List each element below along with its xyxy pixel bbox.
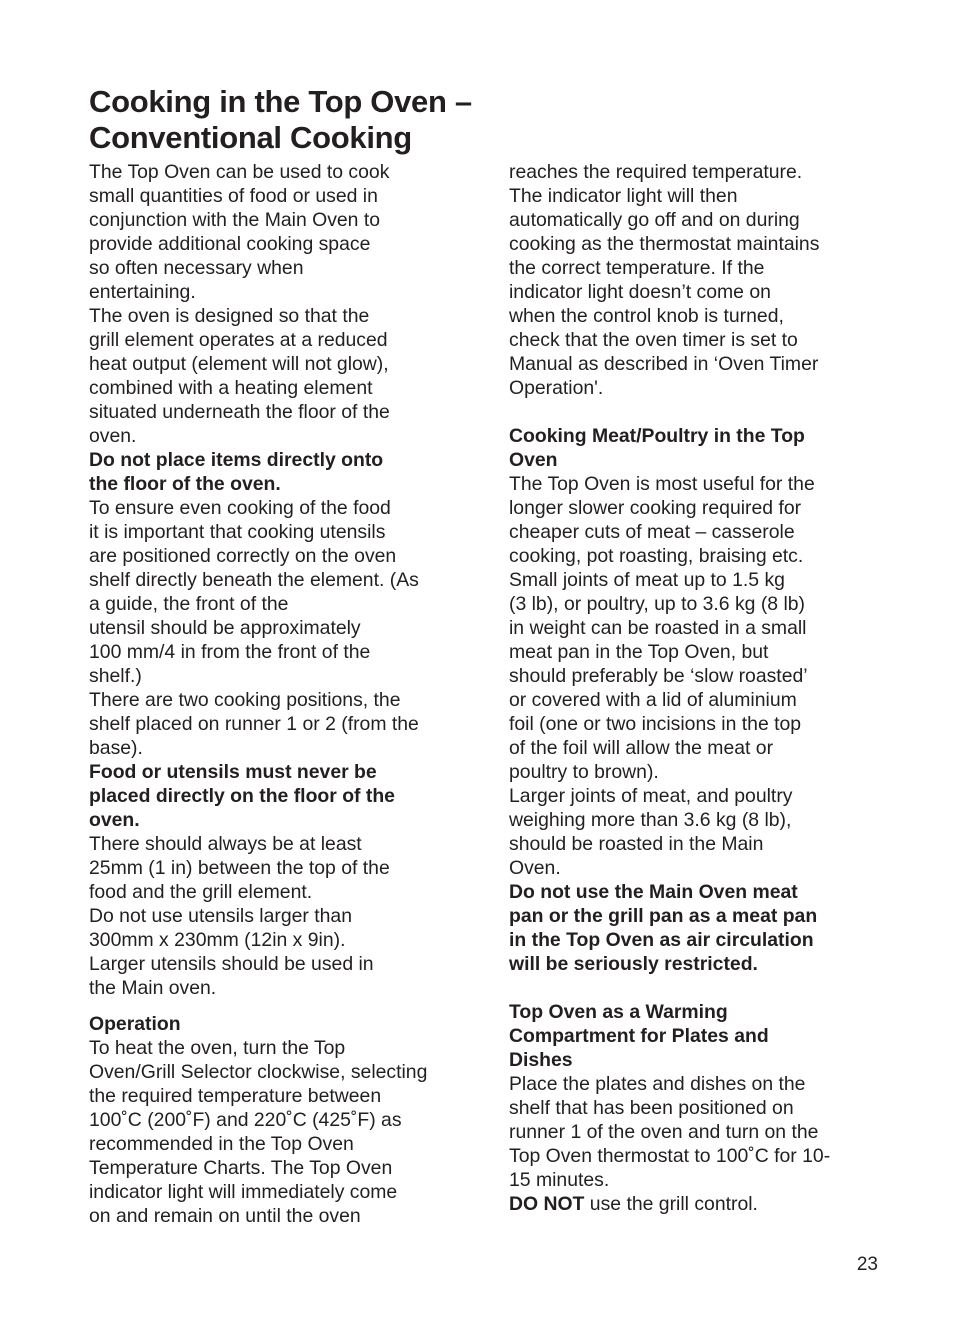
right-column [509,160,859,1216]
floor-warning: Do not place items directly onto the floor of the oven. [89,449,384,495]
cooking-positions-paragraph: There are two cooking positions, the shelf placed on runner 1 or 2 (from the base). [89,689,419,759]
meat-pan-warning: Do not use the Main Oven meat pan or the grill pan as a meat pan in the Top Oven as air circulation will be seriously restricted. [509,881,818,975]
design-paragraph: The oven is designed so that the grill element operates at a reduced heat output (element will not glow), combined with a heating element situated underneath the floor of the oven. [89,305,390,447]
meat-poultry-heading: Cooking Meat/Poultry in the Top Oven [509,425,805,471]
meat-poultry-paragraph: The Top Oven is most useful for the longer slower cooking required for cheaper cuts of meat – casserole cooking, pot roasting, braising etc. Small joints of meat up to 1.5 kg (3 lb), or poultry, up to 3.6 kg (8 lb) in weight can be roasted in a small meat pan in the Top Oven, but should preferably be ‘slow roasted’ or covered with a lid of aluminium foil (one or two incisions in the top of the foil will allow the meat or poultry to brown). [509,473,815,783]
utensil-size-paragraph: Do not use utensils larger than 300mm x 230mm (12in x 9in). Larger utensils should be used in the Main oven. [89,905,374,999]
operation-heading: Operation [89,1013,181,1035]
page-title: Cooking in the Top Oven – Conventional Cooking [89,84,472,155]
intro-paragraph: The Top Oven can be used to cook small quantities of food or used in conjunction with the Main Oven to provide additional cooking space so often necessary when entertaining. [89,161,390,303]
do-not-label: DO NOT [509,1193,585,1215]
even-cooking-paragraph: To ensure even cooking of the food it is important that cooking utensils are positioned correctly on the oven shelf directly beneath the element. (As a guide, the front of the utensil should be approximately 100 mm/4 in from the front of the shelf.) [89,497,419,687]
grill-control-note [509,1192,859,1216]
clearance-paragraph: There should always be at least 25mm (1 in) between the top of the food and the grill element. [89,833,390,903]
operation-paragraph: To heat the oven, turn the Top Oven/Grill Selector clockwise, selecting the required temperature between 100˚C (200˚F) and 220˚C (425˚F) as recommended in the Top Oven Temperature Charts. The Top Oven indicator light will immediately come on and remain on until the oven [89,1037,428,1227]
warming-heading: Top Oven as a Warming Compartment for Plates and Dishes [509,1001,769,1071]
grill-control-text: use the grill control. [584,1193,758,1215]
page-number: 23 [856,1254,878,1275]
utensil-floor-warning: Food or utensils must never be placed directly on the floor of the oven. [89,761,395,831]
warming-paragraph: Place the plates and dishes on the shelf that has been positioned on runner 1 of the oven and turn on the Top Oven thermostat to 100˚C for 10- 15 minutes. [509,1073,831,1191]
large-joints-paragraph: Larger joints of meat, and poultry weighing more than 3.6 kg (8 lb), should be roasted in the Main Oven. [509,785,793,879]
left-column [89,160,449,1228]
operation-continued-paragraph: reaches the required temperature. The indicator light will then automatically go off and on during cooking as the thermostat maintains the correct temperature. If the indicator light doesn’t come on when the control knob is turned, check that the oven timer is set to Manual as described in ‘Oven Timer Operation'. [509,161,820,399]
